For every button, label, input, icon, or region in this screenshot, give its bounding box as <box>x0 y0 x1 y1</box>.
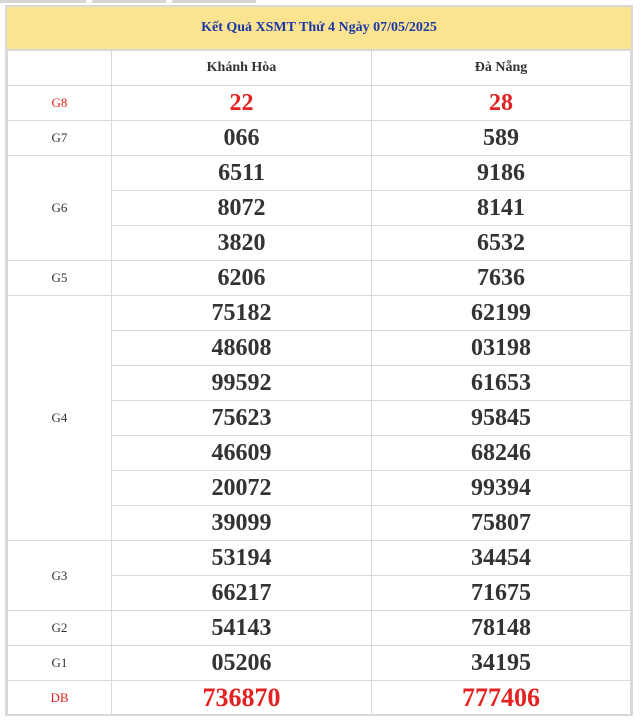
prize-number: 8072 <box>112 191 372 226</box>
prize-row <box>8 681 631 716</box>
prize-number: 20072 <box>112 471 372 506</box>
prize-number: 05206 <box>112 646 372 681</box>
prize-row <box>8 296 631 331</box>
prize-number: 03198 <box>372 331 631 366</box>
prize-row <box>8 261 631 296</box>
prize-number: 53194 <box>112 541 372 576</box>
prize-number: 28 <box>372 86 631 121</box>
prize-number: 61653 <box>372 366 631 401</box>
prize-number: 7636 <box>372 261 631 296</box>
prize-number: 54143 <box>112 611 372 646</box>
prize-label: G2 <box>8 611 112 646</box>
corner-cell <box>8 51 112 86</box>
prize-number: 62199 <box>372 296 631 331</box>
prize-number: 75623 <box>112 401 372 436</box>
prize-row <box>8 646 631 681</box>
prize-number: 736870 <box>112 681 372 716</box>
results-table <box>7 50 631 716</box>
prize-number: 95845 <box>372 401 631 436</box>
prize-number: 39099 <box>112 506 372 541</box>
prize-label: G7 <box>8 121 112 156</box>
prize-label: G8 <box>8 86 112 121</box>
prize-label: G4 <box>8 296 112 541</box>
prize-row <box>8 121 631 156</box>
prize-number: 9186 <box>372 156 631 191</box>
province-name: Khánh Hòa <box>112 51 372 86</box>
prize-number: 68246 <box>372 436 631 471</box>
prize-row <box>8 611 631 646</box>
prize-number: 777406 <box>372 681 631 716</box>
prize-label: DB <box>8 681 112 716</box>
prize-number: 75807 <box>372 506 631 541</box>
prize-number: 3820 <box>112 226 372 261</box>
prize-number: 22 <box>112 86 372 121</box>
prize-row <box>8 541 631 576</box>
results-panel <box>5 5 633 716</box>
prize-number: 78148 <box>372 611 631 646</box>
prize-number: 66217 <box>112 576 372 611</box>
prize-number: 066 <box>112 121 372 156</box>
tab-indicator <box>92 0 166 3</box>
results-title: Kết Quả XSMT Thứ 4 Ngày 07/05/2025 <box>7 7 631 50</box>
prize-number: 6532 <box>372 226 631 261</box>
prize-number: 48608 <box>112 331 372 366</box>
tab-indicator <box>0 0 86 3</box>
prize-number: 46609 <box>112 436 372 471</box>
prize-number: 589 <box>372 121 631 156</box>
prize-number: 6511 <box>112 156 372 191</box>
prize-number: 6206 <box>112 261 372 296</box>
province-name: Đà Nẵng <box>372 51 631 86</box>
prize-number: 8141 <box>372 191 631 226</box>
prize-number: 34195 <box>372 646 631 681</box>
province-header-row <box>8 51 631 86</box>
prize-row <box>8 86 631 121</box>
prize-number: 71675 <box>372 576 631 611</box>
prize-label: G1 <box>8 646 112 681</box>
prize-label: G3 <box>8 541 112 611</box>
prize-label: G5 <box>8 261 112 296</box>
prize-number: 34454 <box>372 541 631 576</box>
prize-number: 75182 <box>112 296 372 331</box>
prize-label: G6 <box>8 156 112 261</box>
tab-indicator <box>172 0 256 3</box>
prize-number: 99394 <box>372 471 631 506</box>
prize-number: 99592 <box>112 366 372 401</box>
prize-row <box>8 156 631 191</box>
